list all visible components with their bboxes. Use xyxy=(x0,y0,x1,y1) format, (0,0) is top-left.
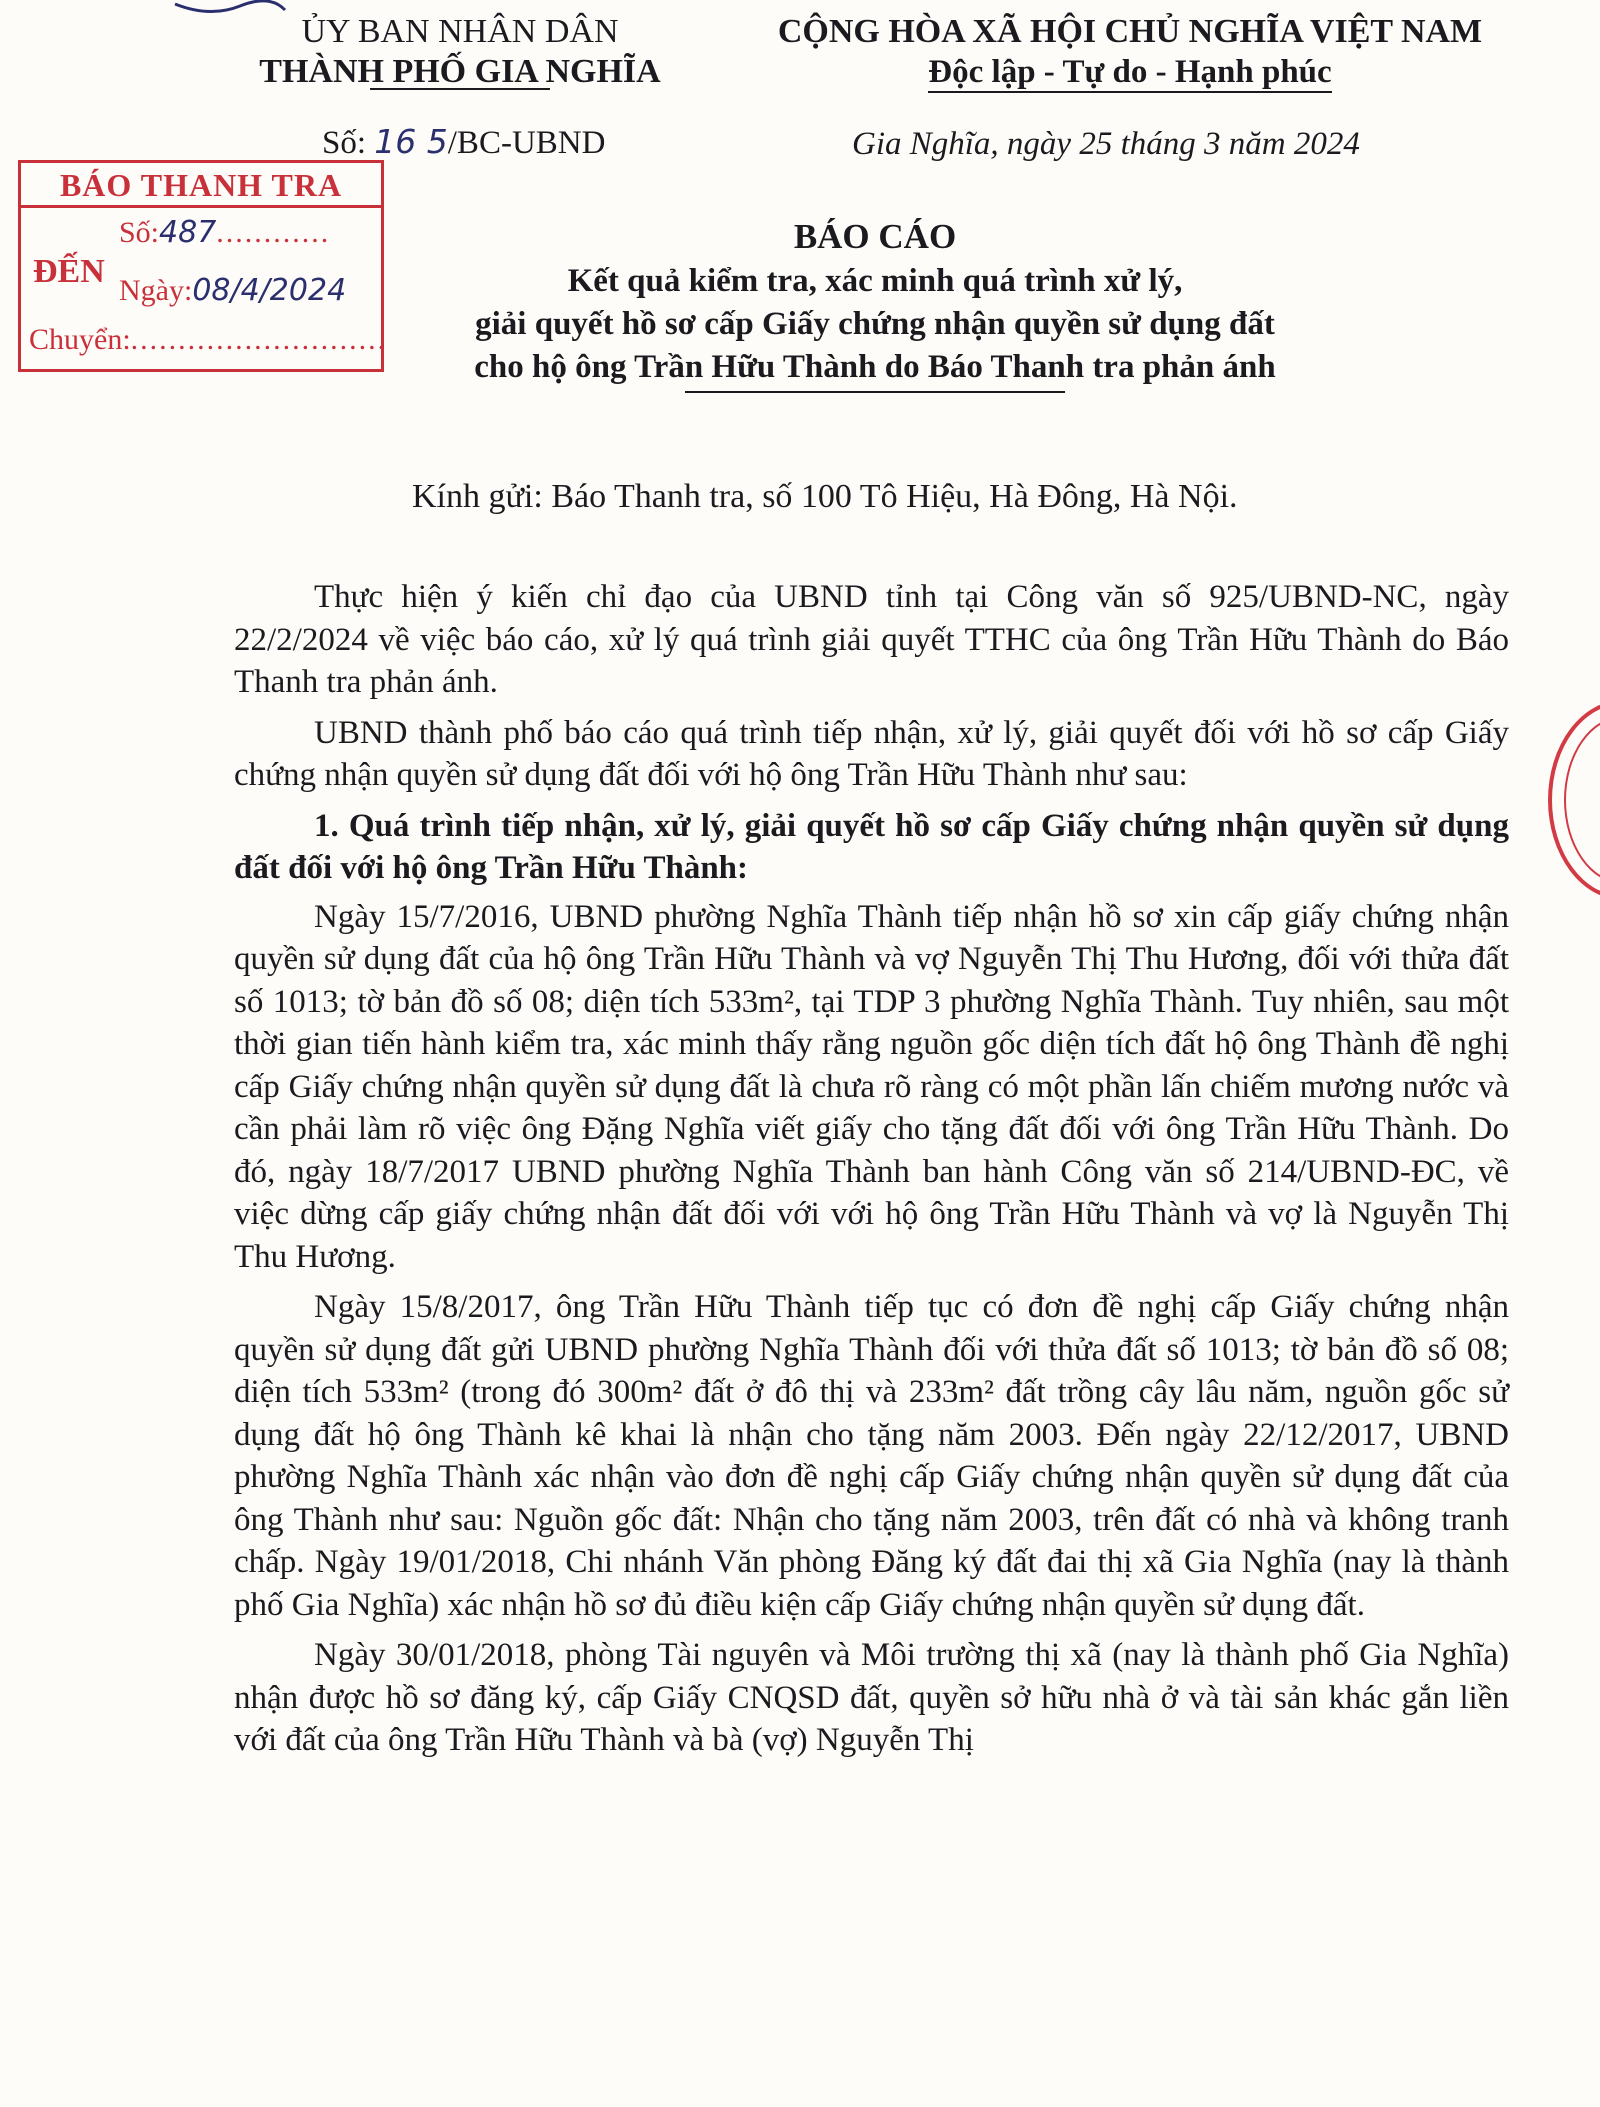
document-number xyxy=(322,122,605,162)
motto-text: Độc lập - Tự do - Hạnh phúc xyxy=(928,54,1331,93)
document-date: Gia Nghĩa, ngày 25 tháng 3 năm 2024 xyxy=(852,126,1360,162)
stamp-chuyen-row xyxy=(29,323,387,357)
report-subtitle-1: Kết quả kiểm tra, xác minh quá trình xử lý, xyxy=(567,263,1183,299)
paragraph: Ngày 15/7/2016, UBND phường Nghĩa Thành tiếp nhận hồ sơ xin cấp giấy chứng nhận quyền sử dụng đất của hộ ông Trần Hữu Thành và vợ Nguyễn Thị Thu Hương, đối với thửa đất số 1013; tờ bản đồ số 08; diện tích 533m², tại TDP 3 phường Nghĩa Thành. Tuy nhiên, sau một thời gian tiến hành kiểm tra, xác minh thấy rằng nguồn gốc diện tích đất hộ ông Thành đề nghị cấp Giấy chứng nhận quyền sử dụng đất là chưa rõ ràng có một phần lấn chiếm mương nước và cần phải làm rõ việc ông Đặng Nghĩa viết giấy cho tặng đất đối với ông Trần Hữu Thành. Do đó, ngày 18/7/2017 UBND phường Nghĩa Thành ban hành Công văn số 214/UBND-ĐC, về việc dừng cấp giấy chứng nhận đất đối với với hộ ông Trần Hữu Thành và vợ là Nguyễn Thị Thu Hương. xyxy=(234,898,1509,1275)
title-underline xyxy=(685,391,1065,393)
national-header xyxy=(740,12,1520,92)
authority-line-1: ỦY BAN NHÂN DÂN xyxy=(301,13,619,50)
report-title: BÁO CÁO xyxy=(793,217,957,256)
issuing-authority xyxy=(230,12,690,90)
ref-handwritten: 16 5 xyxy=(374,122,448,161)
report-title-block xyxy=(370,214,1380,393)
stamp-chuyen-dots: ........................... xyxy=(130,323,388,356)
stamp-so-row xyxy=(119,215,330,250)
authority-line-2: THÀNH PHỐ GIA NGHĨA xyxy=(259,53,661,90)
received-stamp xyxy=(18,160,388,372)
national-motto xyxy=(740,52,1520,92)
salutation: Kính gửi: Báo Thanh tra, số 100 Tô Hiệu, Hà Đông, Hà Nội. xyxy=(412,478,1238,515)
stamp-so-value: 487 xyxy=(159,215,217,250)
stamp-chuyen-label: Chuyển: xyxy=(29,323,131,356)
section-heading: 1. Quá trình tiếp nhận, xử lý, giải quyết hồ sơ cấp Giấy chứng nhận quyền sử dụng đất đối với hộ ông Trần Hữu Thành: xyxy=(234,807,1509,886)
paragraph: Thực hiện ý kiến chỉ đạo của UBND tỉnh tại Công văn số 925/UBND-NC, ngày 22/2/2024 về việc báo cáo, xử lý quá trình giải quyết TTHC của ông Trần Hữu Thành do Báo Thanh tra phản ánh. xyxy=(234,579,1509,700)
stamp-ngay-value: 08/4/2024 xyxy=(192,273,347,308)
paragraph: Ngày 30/01/2018, phòng Tài nguyên và Môi trường thị xã (nay là thành phố Gia Nghĩa) nhận được hồ sơ đăng ký, cấp Giấy CNQSD đất, quyền sở hữu nhà ở và tài sản khác gắn liền với đất của ông Trần Hữu Thành và bà (vợ) Nguyễn Thị xyxy=(234,1637,1509,1758)
nation-title: CỘNG HÒA XÃ HỘI CHỦ NGHĨA VIỆT NAM xyxy=(777,13,1483,50)
report-subtitle-3: cho hộ ông Trần Hữu Thành do Báo Thanh tra phản ánh xyxy=(474,349,1276,385)
report-subtitle-2: giải quyết hồ sơ cấp Giấy chứng nhận quyền sử dụng đất xyxy=(475,306,1275,342)
ref-suffix: /BC-UBND xyxy=(447,125,606,161)
stamp-title: BÁO THANH TRA xyxy=(21,163,381,208)
stamp-den-label: ĐẾN xyxy=(33,253,105,290)
report-body xyxy=(234,576,1509,1770)
stamp-ngay-row xyxy=(119,273,346,308)
ref-prefix: Số: xyxy=(322,125,375,161)
official-seal-edge xyxy=(1548,700,1600,900)
stamp-ngay-label: Ngày: xyxy=(119,274,193,307)
paragraph: Ngày 15/8/2017, ông Trần Hữu Thành tiếp tục có đơn đề nghị cấp Giấy chứng nhận quyền sử dụng đất gửi UBND phường Nghĩa Thành đối với thửa đất số 1013; tờ bản đồ số 08; diện tích 533m² (trong đó 300m² đất ở đô thị và 233m² đất trồng cây lâu năm, nguồn gốc sử dụng đất hộ ông Thành kê khai là nhận cho tặng năm 2003. Đến ngày 22/12/2017, UBND phường Nghĩa Thành xác nhận vào đơn đề nghị cấp Giấy chứng nhận quyền sử dụng đất của ông Thành như sau: Nguồn gốc đất: Nhận cho tặng năm 2003, trên đất có nhà và không tranh chấp. Ngày 19/01/2018, Chi nhánh Văn phòng Đăng ký đất đai thị xã Gia Nghĩa (nay là thành phố Gia Nghĩa) xác nhận hồ sơ đủ điều kiện cấp Giấy chứng nhận quyền sử dụng đất. xyxy=(234,1289,1509,1623)
stamp-so-dots: ............ xyxy=(216,216,331,249)
paragraph: UBND thành phố báo cáo quá trình tiếp nhận, xử lý, giải quyết đối với hồ sơ cấp Giấy chứng nhận quyền sử dụng đất đối với hộ ông Trần Hữu Thành như sau: xyxy=(234,714,1509,793)
stamp-so-label: Số: xyxy=(119,216,160,249)
